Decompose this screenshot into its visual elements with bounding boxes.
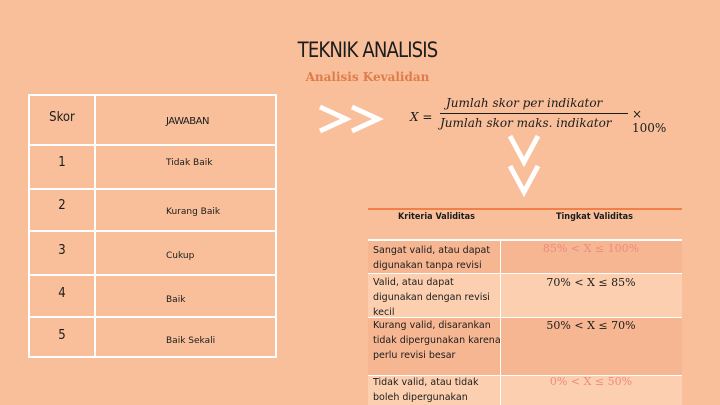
- table-top-border: [368, 208, 682, 210]
- row-score: 2: [58, 198, 66, 213]
- table-row: [30, 188, 275, 232]
- double-chevron-down-icon: [506, 132, 542, 198]
- row-range: 70% < X ≤ 85%: [546, 276, 636, 289]
- row-score: 5: [58, 328, 66, 343]
- header-score: Skor: [49, 110, 75, 125]
- formula-multiplier: × 100%: [632, 107, 667, 135]
- row-score: 4: [58, 286, 66, 301]
- score-table-header: [30, 96, 275, 146]
- double-chevron-right-icon: [318, 104, 384, 134]
- row-answer: Tidak Baik: [166, 158, 213, 168]
- validity-formula: [410, 96, 680, 136]
- row-range: 0% < X ≤ 50%: [549, 375, 633, 388]
- row-criteria: Sangat valid, atau dapat digunakan tanpa revisi: [373, 245, 491, 271]
- header-level: Tingkat Validitas: [556, 212, 633, 222]
- fraction-bar: [440, 113, 628, 114]
- row-range: 85% < X ≤ 100%: [542, 242, 640, 255]
- row-criteria: Tidak valid, atau tidak boleh dipergunakan: [373, 377, 479, 403]
- row-criteria: Valid, atau dapat digunakan dengan revisi kecil: [373, 277, 490, 318]
- table-row: [30, 274, 275, 318]
- table-row: [30, 316, 275, 358]
- score-table: [28, 94, 277, 358]
- row-criteria: Kurang valid, disarankan tidak dipergunakan karena perlu revisi besar: [373, 320, 501, 361]
- slide-subtitle: Analisis Kevalidan: [305, 70, 430, 84]
- row-divider: [368, 273, 682, 274]
- row-answer: Kurang Baik: [166, 207, 221, 217]
- row-range: 50% < X ≤ 70%: [546, 319, 636, 332]
- formula-lhs: X =: [410, 110, 433, 124]
- row-answer: Cukup: [166, 251, 195, 261]
- header-criteria: Kriteria Validitas: [398, 212, 475, 222]
- formula-numerator: Jumlah skor per indikator: [446, 96, 603, 110]
- row-answer: Baik: [166, 295, 186, 305]
- table-row: [30, 146, 275, 190]
- slide-title: TEKNIK ANALISIS: [297, 38, 438, 62]
- criteria-table: [368, 208, 682, 405]
- table-row: [30, 232, 275, 276]
- row-score: 3: [58, 243, 66, 258]
- row-score: 1: [58, 155, 66, 170]
- row-answer: Baik Sekali: [166, 336, 216, 346]
- formula-denominator: Jumlah skor maks. indikator: [440, 116, 612, 130]
- header-answer: JAWABAN: [166, 116, 209, 127]
